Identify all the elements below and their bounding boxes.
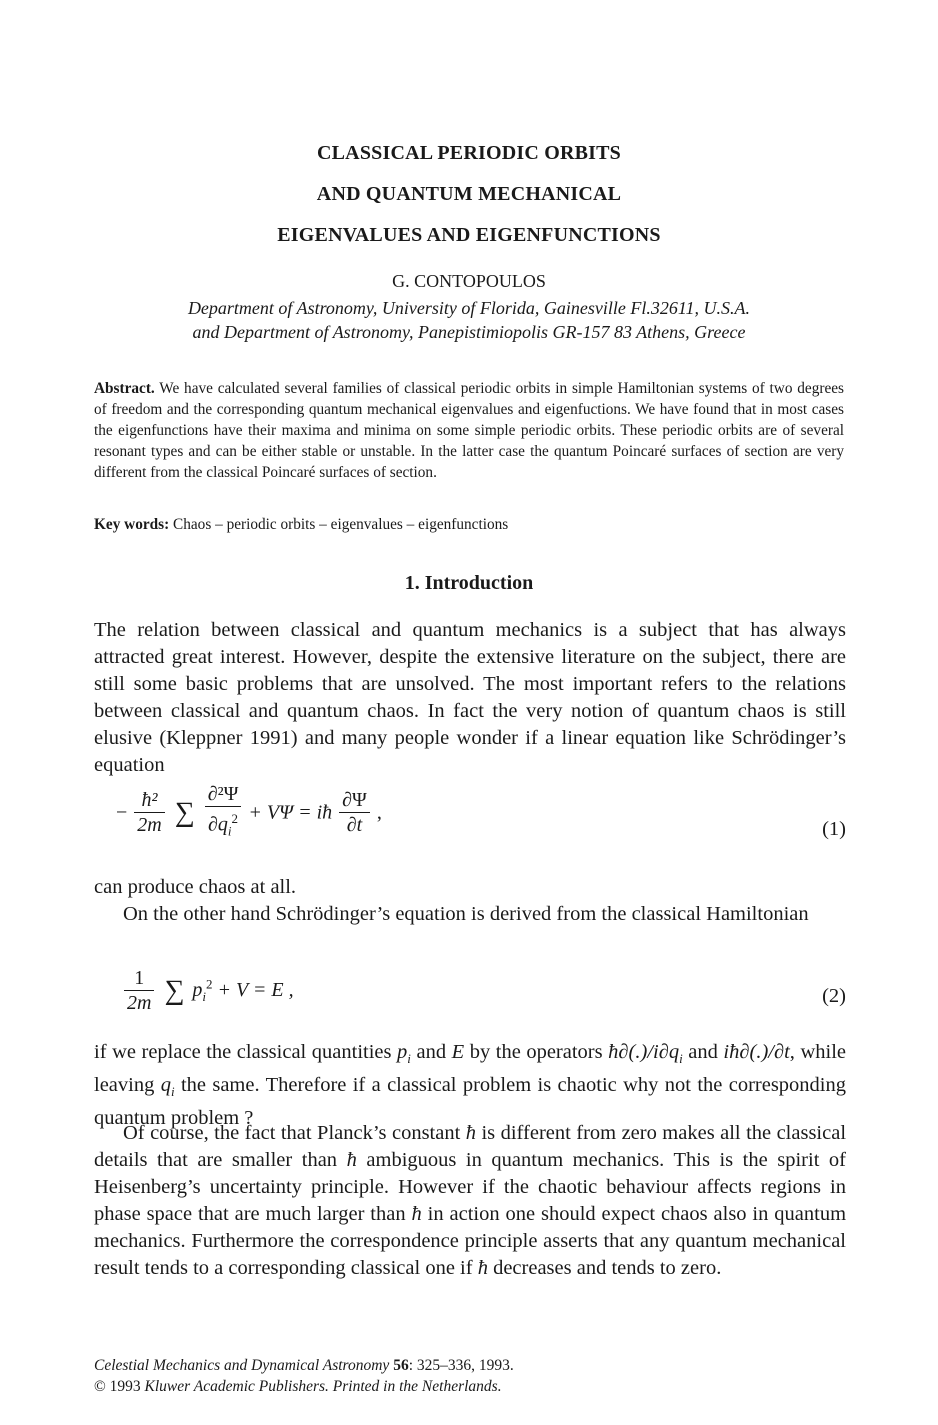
eq1-minus: − [116, 801, 128, 824]
p4-math-p: p [397, 1041, 408, 1063]
intro-paragraph-1: The relation between classical and quantum mechanics is a subject that has always attracted great interest. However, despite the extensive literature on the subject, there are still some basic problems that are unsolved. The most important refers to the relations between classical and quantum chaos. In fact the very notion of quantum chaos is still elusive (Kleppner 1991) and many people wonder if a linear equation like Schrödinger’s equation [94, 619, 846, 776]
footer-volume: 56 [393, 1357, 409, 1374]
p4-math-op1-sub: i [679, 1051, 683, 1067]
p4-math-p-sub: i [407, 1051, 411, 1067]
paper-title-line-3: EIGENVALUES AND EIGENFUNCTIONS [277, 224, 661, 246]
eq2-num1: 1 [124, 966, 154, 991]
eq1-num2: ∂²Ψ [205, 782, 242, 807]
eq2-den1: 2m [127, 992, 152, 1014]
p4-math-op1: ħ∂(.)/i∂q [608, 1041, 680, 1063]
eq1-fraction-laplacian [205, 782, 242, 844]
intro-paragraph-3: On the other hand Schrödinger’s equation is derived from the classical Hamiltonian [123, 903, 809, 925]
keywords-text: Chaos – periodic orbits – eigenvalues – eigenfunctions [173, 516, 509, 533]
equation-1 [94, 782, 846, 878]
footer-publisher: Kluwer Academic Publishers. Printed in the Netherlands. [144, 1378, 502, 1395]
p5-math-hbar-3: ħ [411, 1203, 422, 1225]
footer-pages: : 325–336, 1993. [408, 1357, 514, 1374]
keywords-label: Key words: [94, 516, 170, 533]
p5-math-hbar-1: ħ [465, 1122, 477, 1144]
p4-text-e: , while leaving [94, 1041, 847, 1097]
eq2-p: p [192, 978, 203, 1001]
intro-paragraph-2: can produce chaos at all. [94, 876, 297, 898]
p5-text-a: Of course, the fact that Planck’s constant [123, 1122, 461, 1144]
p5-text-d: in action one should expect chaos also in quantum mechanics. Furthermore the correspondence principle asserts that any quantum mechanical result tends to a corresponding classical one if [94, 1203, 847, 1279]
abstract [94, 378, 844, 483]
eq1-den2-sup: 2 [231, 811, 239, 826]
section-heading: 1. Introduction [404, 572, 534, 594]
affiliation-line-2: and Department of Astronomy, Panepistimiopolis GR-157 83 Athens, Greece [192, 322, 746, 342]
eq1-tail: , [376, 801, 382, 824]
eq1-num3: ∂Ψ [339, 788, 370, 813]
equation-2 [94, 966, 846, 1028]
footer-journal: Celestial Mechanics and Dynamical Astronomy [94, 1357, 390, 1374]
abstract-text: We have calculated several families of classical periodic orbits in simple Hamiltonian systems of two degrees of freedom and the corresponding quantum mechanical eigenvalues and eigenfuctions. We have found that in most cases the eigenfunctions have their maxima and minima on some simple periodic orbits. These periodic orbits are of several resonant types and can be either stable or unstable. In the latter case the quantum Poincaré surfaces of section are very different from the classical Poincaré surfaces of section. [94, 380, 844, 481]
p4-text-d: and [688, 1041, 718, 1063]
eq1-den2: ∂q [208, 813, 228, 836]
p4-text-f: the same. Therefore if a classical problem is chaotic why not the corresponding quantum problem ? [94, 1074, 846, 1130]
eq1-den2-sub: i [227, 823, 232, 839]
footer-citation [94, 1356, 854, 1376]
eq1-fraction-time [339, 788, 370, 837]
eq2-rest: + V = E , [217, 979, 294, 1001]
p5-math-hbar-2: ħ [346, 1149, 357, 1171]
eq1-middle: + VΨ = iħ [248, 801, 333, 824]
eq2-p-sup: 2 [206, 976, 213, 992]
p4-text-a: if we replace the classical quantities [94, 1041, 392, 1063]
footer-copyright [94, 1377, 854, 1397]
p5-text-e: decreases and tends to zero. [493, 1257, 722, 1279]
footer-copyright-symbol: © 1993 [94, 1378, 141, 1395]
p4-text-c: by the operators [469, 1041, 603, 1063]
equation-2-number: (2) [822, 985, 846, 1007]
affiliation-line-1: Department of Astronomy, University of Florida, Gainesville Fl.32611, U.S.A. [187, 298, 751, 318]
p5-text-b: is different from zero makes all the classical details that are smaller than [94, 1122, 847, 1171]
equation-1-number: (1) [822, 818, 846, 840]
p4-math-q-sub: i [170, 1084, 175, 1100]
p4-text-b: and [416, 1041, 447, 1063]
eq1-num1: ħ² [134, 788, 164, 813]
author-name: G. CONTOPOULOS [392, 271, 546, 291]
p4-math-op2: iħ∂(.)/∂t [723, 1041, 790, 1063]
eq1-sum: ∑ [174, 796, 195, 828]
p4-math-q: q [160, 1074, 171, 1097]
eq2-fraction [124, 966, 154, 1015]
eq1-den3: ∂t [346, 814, 363, 837]
eq1-fraction-hbar [134, 788, 164, 837]
p5-math-hbar-4: ħ [477, 1257, 488, 1279]
eq2-p-sub: i [202, 988, 207, 1004]
keywords [94, 514, 844, 535]
intro-paragraph-5 [94, 1120, 846, 1282]
paper-title-line-1: CLASSICAL PERIODIC ORBITS [317, 142, 621, 164]
intro-paragraph-4 [94, 1039, 846, 1132]
p4-math-E: E [451, 1041, 465, 1063]
eq1-den1: 2m [137, 814, 162, 837]
p5-text-c: ambiguous in quantum mechanics. This is the spirit of Heisenberg’s uncertainty principle. However if the chaotic behaviour affects regions in phase space that are much larger than [94, 1149, 847, 1225]
paper-title-line-2: AND QUANTUM MECHANICAL [316, 183, 622, 205]
abstract-label: Abstract. [94, 380, 155, 397]
eq2-sum: ∑ [164, 974, 185, 1006]
